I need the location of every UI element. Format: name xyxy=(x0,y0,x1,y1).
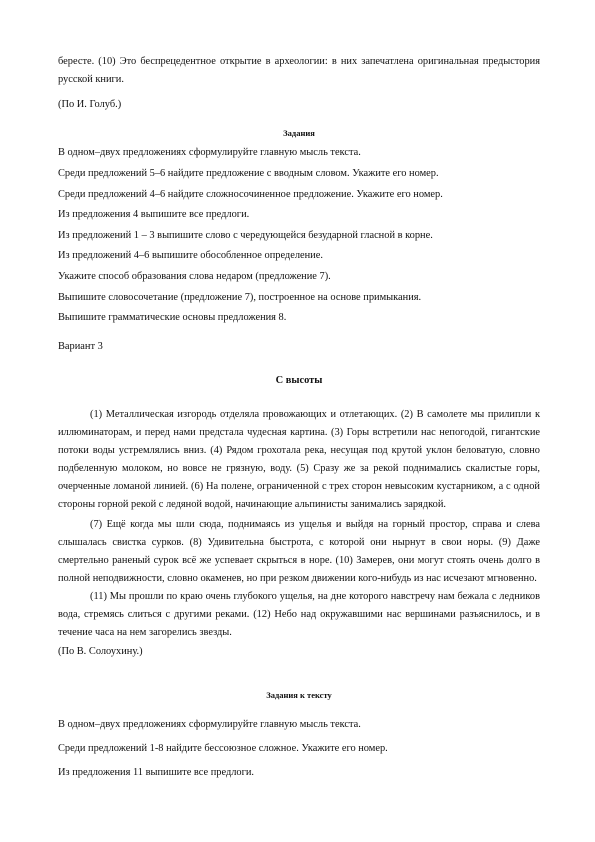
tasks-heading: Задания xyxy=(283,128,315,138)
task-item: В одном–двух предложениях сформулируйте главную мысль текста. xyxy=(58,147,361,158)
text-paragraph: (11) Мы прошли по краю очень глубокого ущелья, на дне которого навстречу нам бежала с ледников вода, стремясь слиться с другими реками. (12) Небо над окружавшими нас вершинами разъяснилось, и в течение часа на нем загорелись звезды. xyxy=(58,591,540,638)
text-paragraph: (1) Металлическая изгородь отделяла провожающих и отлетающих. (2) В самолете мы прилипли к иллюминаторам, и перед нами предстала чудесная картина. (3) Горы встретили нас непогодой, гигантские потоки воды устремлялись вниз. (4) Рядом грохотала река, несущая под крутой уклон беловатую, словно подбеленную молоком, но вовсе не грязную, воду. (5) Сразу же за рекой поднимались скалистые горы, очерченные ломаной линией. (6) На полене, ограниченной с трех сторон невысоким кустарником, а с одной стороны горной рекой с ледяной водой, начинающие альпинисты занимались зарядкой. xyxy=(58,409,540,510)
task-item: Из предложения 11 выпишите все предлоги. xyxy=(58,767,255,778)
task-item: Среди предложений 1-8 найдите бессоюзное сложное. Укажите его номер. xyxy=(58,743,388,754)
text-title: С высоты xyxy=(275,375,323,386)
text-paragraph: (7) Ещё когда мы шли сюда, поднимаясь из ущелья и выйдя на горный простор, справа и слева слышалась свистка сурков. (8) Удивительна быстрота, с которой они нырнут в свои норы. (9) Даже смертельно раненый сурок всё же успевает скрыться в норе. (10) Замерев, они могут стоять очень долго в полной неподвижности, словно окаменев, но при резком движении кого-нибудь из нас исчезают мгновенно. xyxy=(58,519,540,584)
task-item: Выпишите грамматические основы предложения 8. xyxy=(58,312,287,323)
variant-label: Вариант 3 xyxy=(58,341,103,352)
task-item: Среди предложений 4–6 найдите сложносочиненное предложение. Укажите его номер. xyxy=(58,189,443,200)
task-item: Среди предложений 5–6 найдите предложение с вводным словом. Укажите его номер. xyxy=(58,168,439,179)
tasks-heading: Задания к тексту xyxy=(266,690,332,700)
text-fragment: бересте. (10) Это беспрецедентное открытие в археологии: в них запечатлена оригинальная предыстория русской книги. xyxy=(58,56,540,85)
task-item: Из предложений 1 – 3 выпишите слово с чередующейся безударной гласной в корне. xyxy=(58,230,433,241)
source-attribution: (По В. Солоухину.) xyxy=(58,646,143,657)
task-item: Из предложений 4–6 выпишите обособленное определение. xyxy=(58,250,323,261)
task-item: В одном–двух предложениях сформулируйте главную мысль текста. xyxy=(58,719,361,730)
task-item: Выпишите словосочетание (предложение 7), построенное на основе примыкания. xyxy=(58,292,422,303)
task-item: Из предложения 4 выпишите все предлоги. xyxy=(58,209,250,220)
source-attribution: (По И. Голуб.) xyxy=(58,99,122,110)
task-item: Укажите способ образования слова недаром (предложение 7). xyxy=(58,271,331,282)
